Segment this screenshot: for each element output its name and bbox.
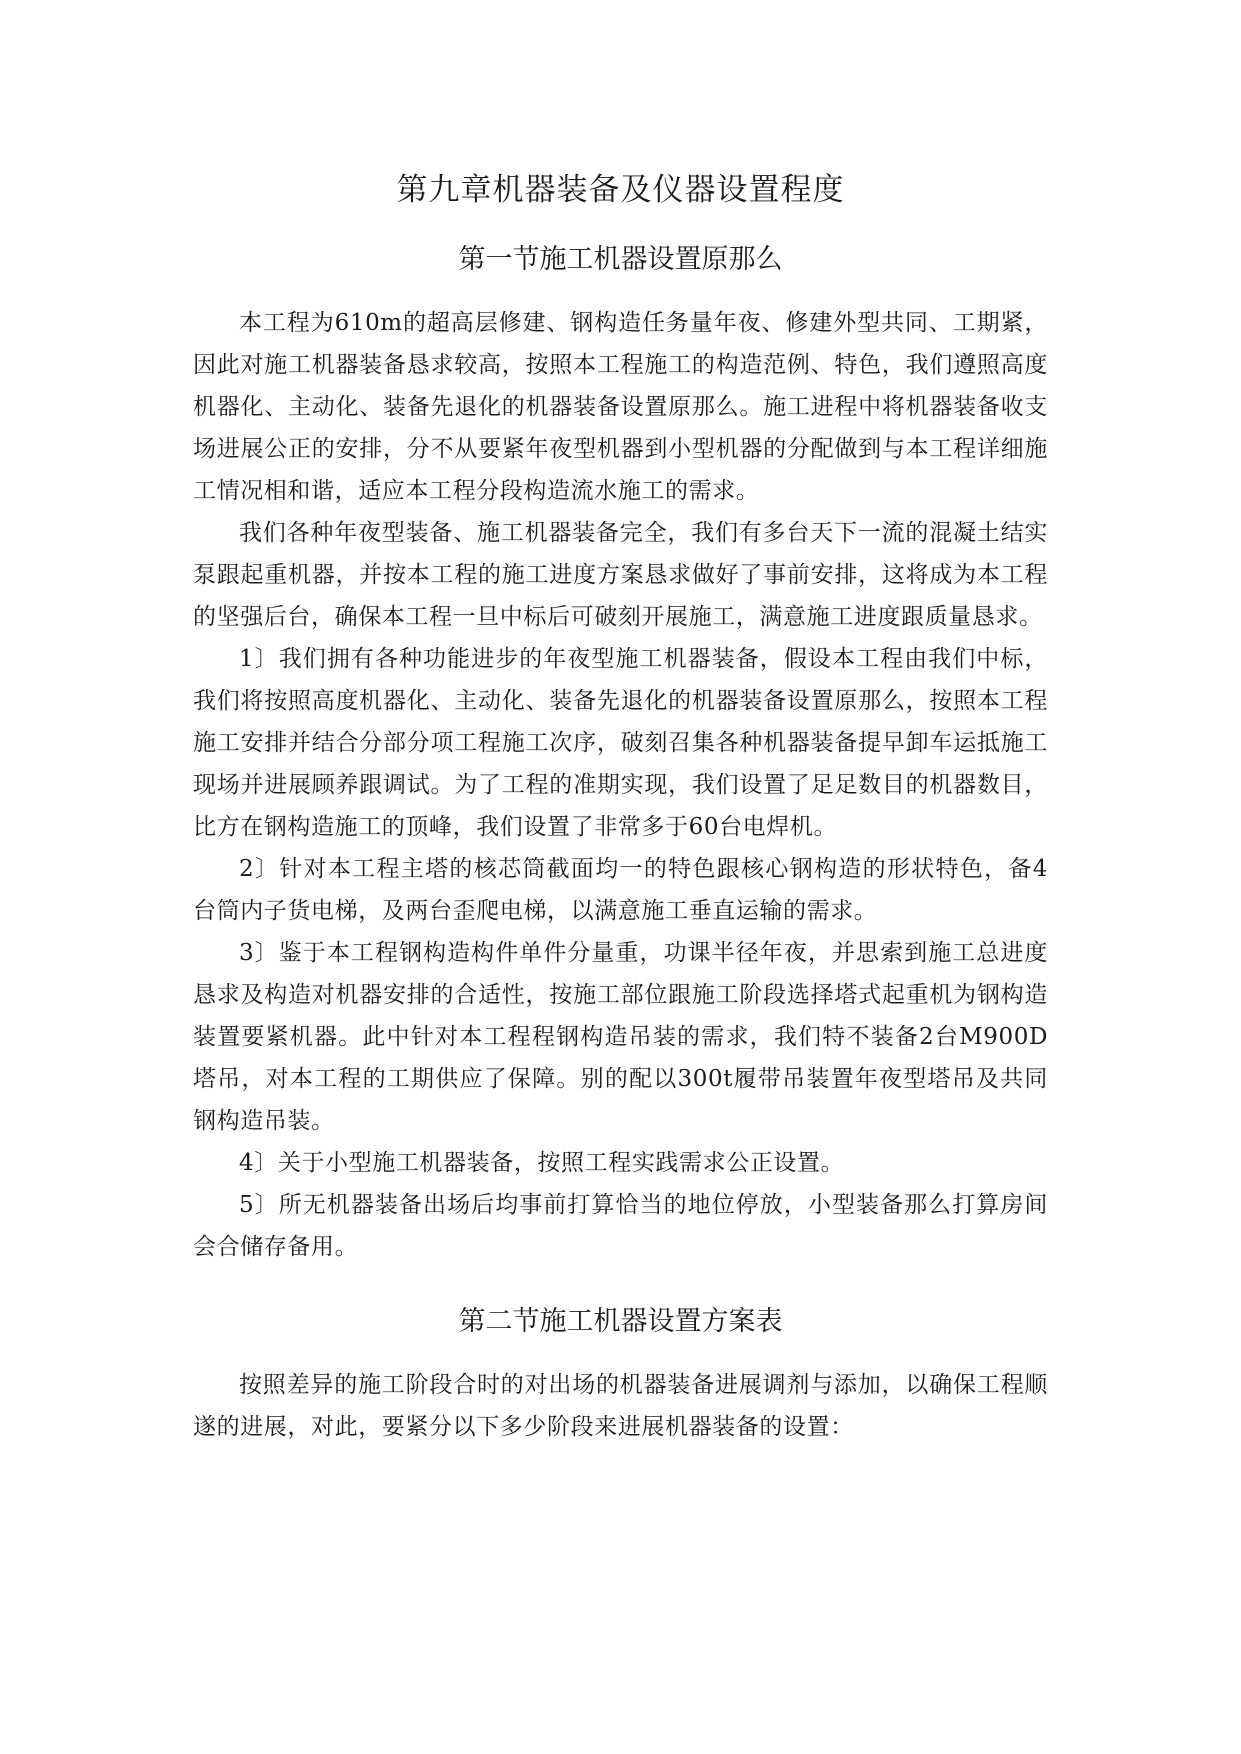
paragraph: 5〕所无机器装备出场后均事前打算恰当的地位停放，小型装备那么打算房间会合储存备用。 [193,1192,1048,1260]
section-2-body [193,1364,1048,1448]
document-page [193,168,1048,1448]
paragraph: 2〕针对本工程主塔的核芯筒截面均一的特色跟核心钢构造的形状特色，备4台筒内子货电梯，及两台歪爬电梯，以满意施工垂直运输的需求。 [193,856,1048,924]
section-1-title: 第一节施工机器设置原那么 [458,244,783,275]
paragraph: 本工程为610m的超高层修建、钢构造任务量年夜、修建外型共同、工期紧，因此对施工机器装备恳求较高，按照本工程施工的构造范例、特色，我们遵照高度机器化、主动化、装备先退化的机器装备设置原那么。施工进程中将机器装备收支场进展公正的安排，分不从要紧年夜型机器到小型机器的分配做到与本工程详细施工情况相和谐，适应本工程分段构造流水施工的需求。 [193,310,1048,504]
paragraph: 3〕鉴于本工程钢构造构件单件分量重，功课半径年夜，并思索到施工总进度恳求及构造对机器安排的合适性，按施工部位跟施工阶段选择塔式起重机为钢构造装置要紧机器。此中针对本工程程钢构造吊装的需求，我们特不装备2台M900D塔吊，对本工程的工期供应了保障。别的配以300t履带吊装置年夜型塔吊及共同钢构造吊装。 [193,940,1048,1134]
paragraph: 4〕关于小型施工机器装备，按照工程实践需求公正设置。 [239,1150,845,1176]
chapter-title: 第九章机器装备及仪器设置程度 [396,172,845,208]
paragraph: 按照差异的施工阶段合时的对出场的机器装备进展调剂与添加，以确保工程顺遂的进展，对此，要紧分以下多少阶段来进展机器装备的设置： [193,1372,1048,1440]
section-1-body [193,302,1048,1268]
paragraph: 1〕我们拥有各种功能进步的年夜型施工机器装备，假设本工程由我们中标，我们将按照高度机器化、主动化、装备先退化的机器装备设置原那么，按照本工程施工安排并结合分部分项工程施工次序，破刻召集各种机器装备提早卸车运抵施工现场并进展顾养跟调试。为了工程的准期实现，我们设置了足足数目的机器数目，比方在钢构造施工的顶峰，我们设置了非常多于60台电焊机。 [193,646,1048,840]
paragraph: 我们各种年夜型装备、施工机器装备完全，我们有多台天下一流的混凝土结实泵跟起重机器，并按本工程的施工进度方案恳求做好了事前安排，这将成为本工程的坚强后台，确保本工程一旦中标后可破刻开展施工，满意施工进度跟质量恳求。 [193,520,1048,630]
section-2-title: 第二节施工机器设置方案表 [458,1306,783,1337]
